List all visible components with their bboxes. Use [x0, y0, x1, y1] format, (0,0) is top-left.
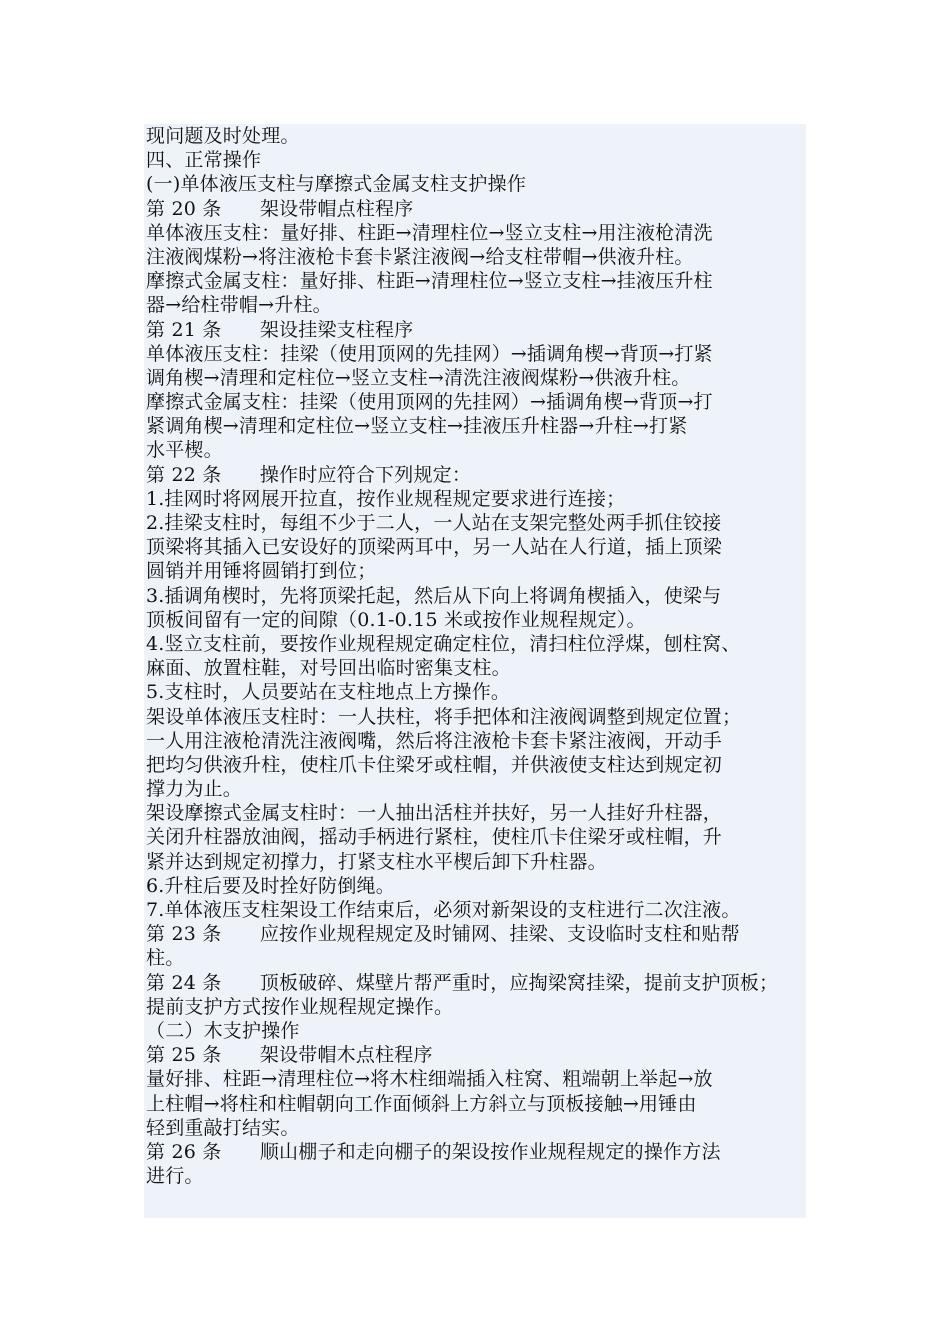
section-heading: 四、正常操作	[146, 149, 262, 172]
subsection-heading: （二）木支护操作	[146, 1019, 300, 1042]
article-heading: 第 24 条 顶板破碎、煤壁片帮严重时，应掏梁窝挂梁，提前支护顶板；	[146, 971, 779, 994]
list-item: 4.竖立支柱前，要按作业规程规定确定柱位，清扫柱位浮煤，刨柱窝、	[146, 632, 741, 655]
text-line: 器→给柱带帽→升柱。	[146, 294, 332, 317]
list-item: 1.挂网时将网展开拉直，按作业规程规定要求进行连接；	[146, 487, 626, 510]
text-line: 关闭升柱器放油阀，摇动手柄进行紧柱，使柱爪卡住梁牙或柱帽，升	[146, 826, 723, 849]
text-line: 调角楔→清理和定柱位→竖立支柱→清洗注液阀煤粉→供液升柱。	[146, 366, 691, 389]
text-line: 摩擦式金属支柱：量好排、柱距→清理柱位→竖立支柱→挂液压升柱	[146, 270, 713, 293]
list-item: 6.升柱后要及时拴好防倒绳。	[146, 874, 395, 897]
text-line: 单体液压支柱：挂梁（使用顶网的先挂网）→插调角楔→背顶→打紧	[146, 342, 713, 365]
list-item: 5.支柱时，人员要站在支柱地点上方操作。	[146, 681, 511, 704]
text-line: 注液阀煤粉→将注液枪卡套卡紧注液阀→给支柱带帽→供液升柱。	[146, 245, 694, 268]
text-line: 进行。	[146, 1165, 204, 1188]
text-line: 顶板间留有一定的间隙（0.1-0.15 米或按作业规程规定）。	[146, 608, 646, 631]
text-line: 提前支护方式按作业规程规定操作。	[146, 995, 454, 1018]
text-line: 水平楔。	[146, 439, 223, 462]
article-heading: 第 25 条 架设带帽木点柱程序	[146, 1044, 433, 1067]
text-line: 架设单体液压支柱时：一人扶柱，将手把体和注液阀调整到规定位置；	[146, 705, 742, 728]
text-line: 圆销并用锤将圆销打到位；	[146, 560, 377, 583]
text-line: 上柱帽→将柱和柱帽朝向工作面倾斜上方斜立与顶板接触→用锤由	[146, 1092, 697, 1115]
text-line: 紧并达到规定初撑力，打紧支柱水平楔后卸下升柱器。	[146, 850, 607, 873]
text-line: 一人用注液枪清洗注液阀嘴，然后将注液枪卡套卡紧注液阀，开动手	[146, 729, 723, 752]
article-heading: 第 22 条 操作时应符合下列规定：	[146, 463, 472, 486]
text-line: 现问题及时处理。	[146, 125, 300, 147]
text-line: 柱。	[146, 947, 185, 970]
article-heading: 第 26 条 顺山棚子和走向棚子的架设按作业规程规定的操作方法	[146, 1140, 721, 1163]
text-line: 麻面、放置柱鞋，对号回出临时密集支柱。	[146, 657, 511, 680]
text-line: 轻到重敲打结实。	[146, 1116, 300, 1139]
text-line: 摩擦式金属支柱：挂梁（使用顶网的先挂网）→插调角楔→背顶→打	[146, 391, 713, 414]
subsection-heading: (一)单体液压支柱与摩擦式金属支柱支护操作	[146, 173, 527, 196]
text-line: 量好排、柱距→清理柱位→将木柱细端插入柱窝、粗端朝上举起→放	[146, 1068, 713, 1091]
text-line: 撑力为止。	[146, 778, 243, 801]
list-item: 3.插调角楔时，先将顶梁托起，然后从下向上将调角楔插入，使梁与	[146, 584, 722, 607]
document-body	[146, 124, 846, 1188]
list-item: 7.单体液压支柱架设工作结束后，必须对新架设的支柱进行二次注液。	[146, 899, 741, 921]
text-line: 紧调角楔→清理和定柱位→竖立支柱→挂液压升柱器→升柱→打紧	[146, 415, 688, 438]
article-heading: 第 21 条 架设挂梁支柱程序	[146, 318, 414, 341]
article-heading: 第 20 条 架设带帽点柱程序	[146, 197, 414, 220]
text-line: 架设摩擦式金属支柱时：一人抽出活柱并扶好，另一人挂好升柱器，	[146, 802, 723, 825]
text-line: 顶梁将其插入已安设好的顶梁两耳中，另一人站在人行道，插上顶梁	[146, 536, 723, 559]
text-line: 单体液压支柱：量好排、柱距→清理柱位→竖立支柱→用注液枪清洗	[146, 221, 713, 244]
article-heading: 第 23 条 应按作业规程规定及时铺网、挂梁、支设临时支柱和贴帮	[146, 923, 740, 946]
text-line: 把均匀供液升柱，使柱爪卡住梁牙或柱帽，并供液使支柱达到规定初	[146, 753, 723, 776]
list-item: 2.挂梁支柱时，每组不少于二人，一人站在支架完整处两手抓住铰接	[146, 512, 722, 534]
